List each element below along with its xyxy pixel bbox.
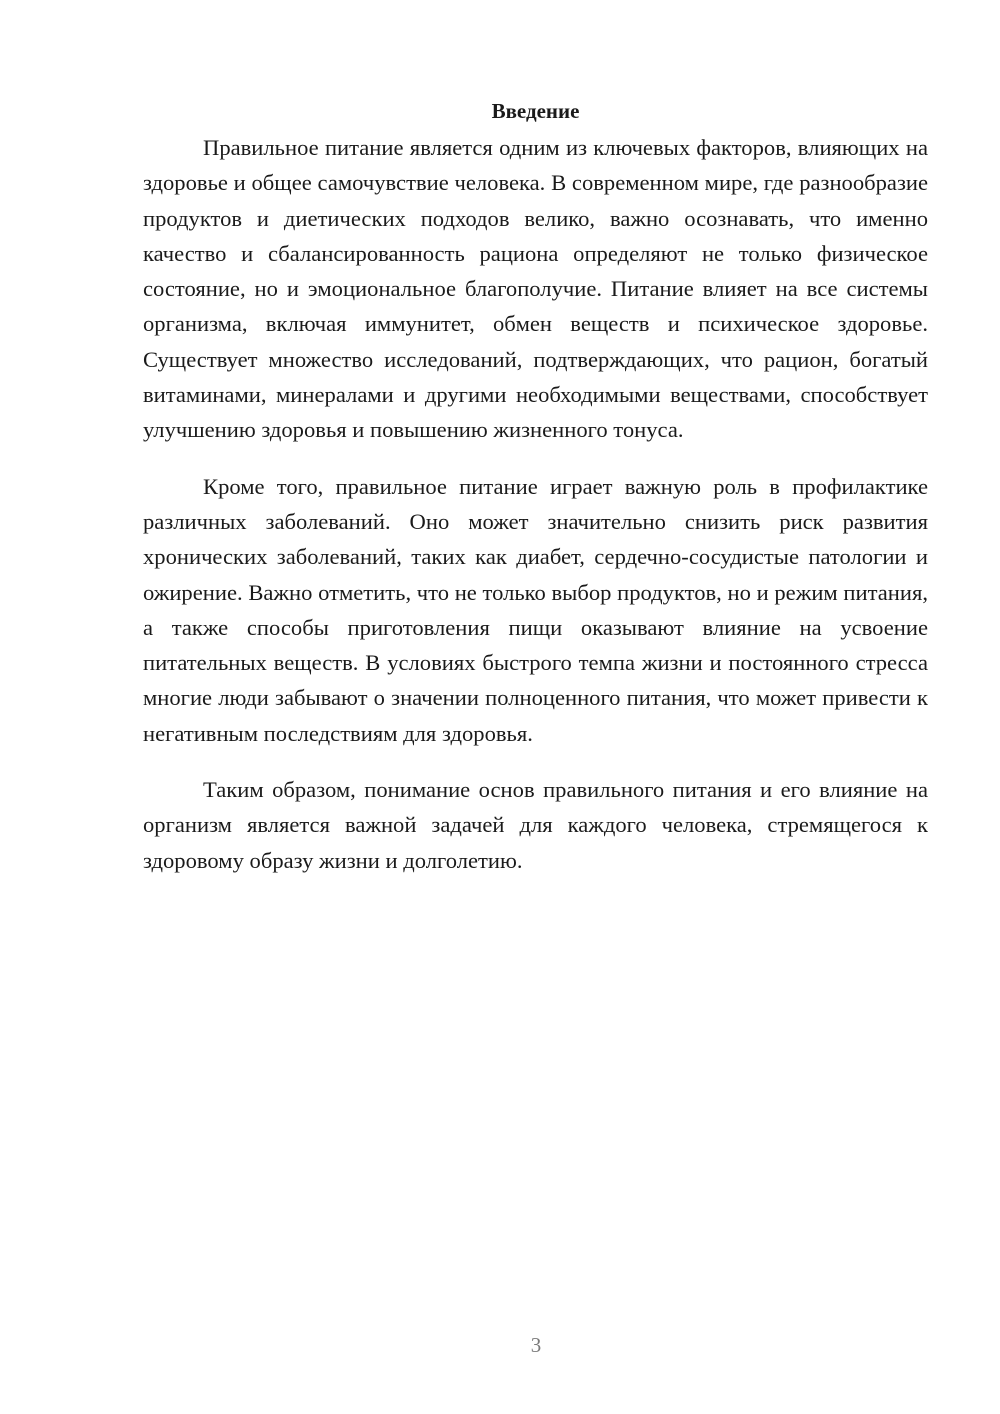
page-number: 3 <box>530 1333 542 1357</box>
page-content <box>143 96 928 878</box>
paragraph-2: Кроме того, правильное питание играет важную роль в профилактике различных заболеваний. Оно может значительно снизить риск развития хронических заболеваний, таких как диабет, сердечно-сосудистые патологии и ожирение. Важно отметить, что не только выбор продуктов, но и режим питания, а также способы приготовления пищи оказывают влияние на усвоение питательных веществ. В условиях быстрого темпа жизни и постоянного стресса многие люди забывают о значении полноценного питания, что может привести к негативным последствиям для здоровья. <box>143 473 928 746</box>
section-heading: Введение <box>491 99 580 123</box>
paragraph-3: Таким образом, понимание основ правильного питания и его влияние на организм является важной задачей для каждого человека, стремящегося к здоровому образу жизни и долголетию. <box>143 777 928 873</box>
paragraph-1: Правильное питание является одним из ключевых факторов, влияющих на здоровье и общее самочувствие человека. В современном мире, где разнообразие продуктов и диетических подходов велико, важно осознавать, что именно качество и сбалансированность рациона определяют не только физическое состояние, но и эмоциональное благополучие. Питание влияет на все системы организма, включая иммунитет, обмен веществ и психическое здоровье. Существует множество исследований, подтверждающих, что рацион, богатый витаминами, минералами и другими необходимыми веществами, способствует улучшению здоровья и повышению жизненного тонуса. <box>143 135 928 443</box>
